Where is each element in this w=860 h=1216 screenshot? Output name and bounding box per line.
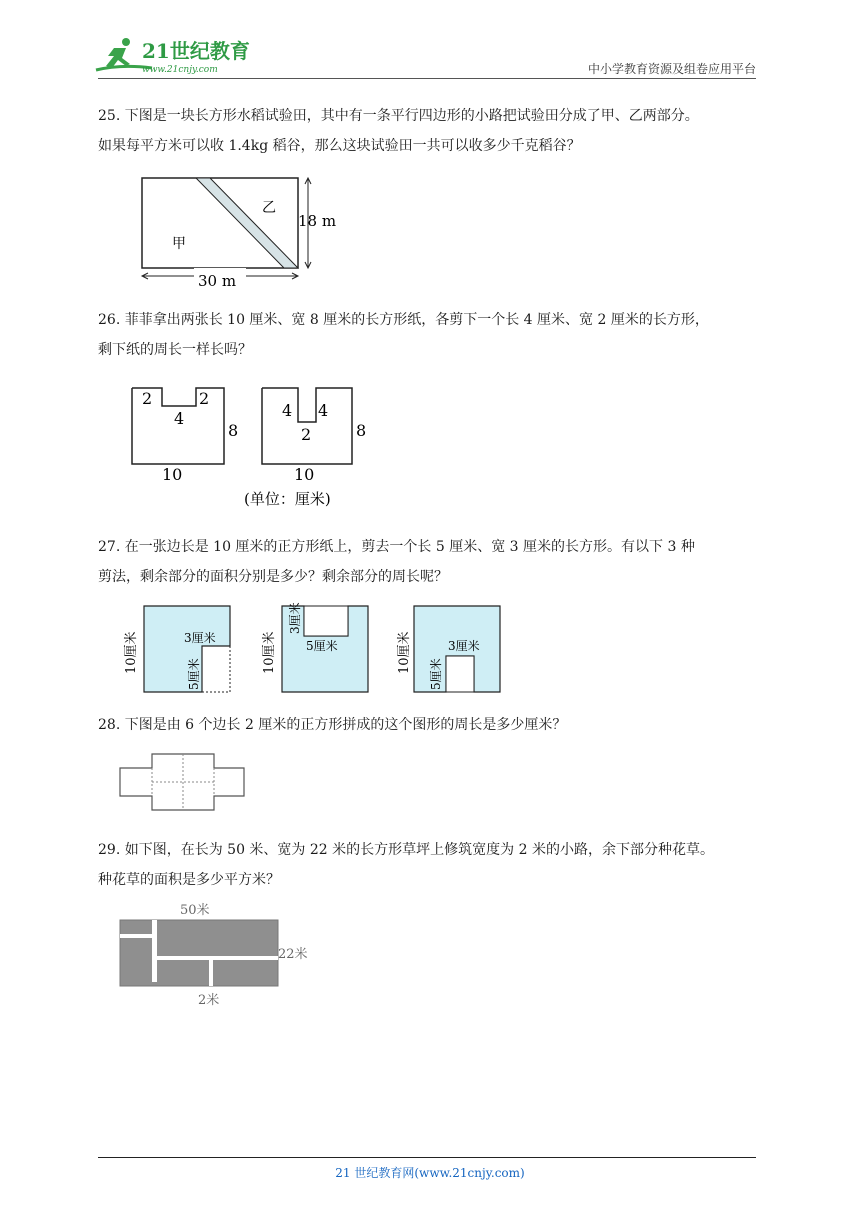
road-width-label: 2米 [198, 993, 220, 1008]
svg-text:8: 8 [356, 421, 367, 440]
parallelogram-path [196, 178, 298, 268]
figure-29-lawn [114, 898, 324, 1012]
figure-25-field [134, 170, 354, 292]
header-platform-text: 中小学教育资源及组卷应用平台 [587, 62, 756, 76]
cut-method-3 [396, 606, 500, 692]
site-logo [92, 34, 262, 78]
svg-text:2: 2 [142, 389, 153, 408]
svg-text:10: 10 [162, 465, 183, 484]
figure-26-papers [122, 378, 382, 514]
lawn-rect [120, 920, 278, 986]
width-label: 30 m [198, 272, 237, 290]
question-27-line2: 剪法，剩余部分的面积分别是多少？剩余部分的周长呢？ [98, 569, 448, 585]
svg-text:2: 2 [199, 389, 210, 408]
svg-text:4: 4 [282, 401, 293, 420]
question-25-line1: 25. 下图是一块长方形水稻试验田，其中有一条平行四边形的小路把试验田分成了甲、乙两部分。 [98, 108, 699, 124]
question-27 [98, 532, 766, 592]
svg-text:10厘米: 10厘米 [124, 631, 139, 674]
svg-text:5厘米: 5厘米 [429, 658, 443, 690]
lawn-width-label: 22米 [278, 947, 308, 962]
page-header [0, 0, 860, 80]
label-yi: 乙 [262, 200, 276, 216]
svg-text:3厘米: 3厘米 [448, 639, 480, 653]
svg-text:5厘米: 5厘米 [306, 639, 338, 653]
logo-url: www.21cnjy.com [142, 65, 218, 75]
svg-text:10: 10 [294, 465, 315, 484]
question-26-line1: 26. 菲菲拿出两张长 10 厘米、宽 8 厘米的长方形纸，各剪下一个长 4 厘米、宽 2 厘米的长方形， [98, 312, 709, 328]
svg-text:10厘米: 10厘米 [262, 631, 277, 674]
question-28-line1: 28. 下图是由 6 个边长 2 厘米的正方形拼成的这个图形的周长是多少厘米？ [98, 717, 567, 733]
label-jia: 甲 [172, 236, 186, 252]
question-25 [98, 101, 766, 161]
question-26-line2: 剩下纸的周长一样长吗？ [98, 342, 252, 358]
lawn-length-label: 50米 [180, 903, 210, 918]
svg-text:4: 4 [318, 401, 329, 420]
footer-divider [98, 1157, 756, 1158]
svg-text:5厘米: 5厘米 [187, 658, 201, 690]
height-label: 18 m [298, 212, 337, 230]
svg-text:2: 2 [301, 425, 312, 444]
cut-method-1 [123, 606, 230, 692]
svg-text:3厘米: 3厘米 [288, 602, 302, 634]
footer-link[interactable]: 21 世纪教育网(www.21cnjy.com) [335, 1166, 525, 1180]
question-29-line2: 种花草的面积是多少平方米？ [98, 872, 280, 888]
question-25-line2: 如果每平方米可以收 1.4kg 稻谷，那么这块试验田一共可以收多少千克稻谷？ [98, 138, 581, 154]
question-29-line1: 29. 如下图，在长为 50 米、宽为 22 米的长方形草坪上修筑宽度为 2 米的小路，余下部分种花草。 [98, 842, 714, 858]
figure-27-cuts [118, 600, 508, 698]
unit-label: (单位：厘米) [244, 490, 331, 508]
svg-text:10厘米: 10厘米 [397, 631, 412, 674]
svg-text:4: 4 [174, 409, 185, 428]
question-28 [98, 710, 766, 740]
logo-text: 21世纪教育 [142, 39, 250, 63]
question-27-line1: 27. 在一张边长是 10 厘米的正方形纸上，剪去一个长 5 厘米、宽 3 厘米的长方形。有以下 3 种 [98, 539, 695, 555]
question-29 [98, 835, 766, 895]
header-divider [98, 78, 756, 79]
cut-method-2 [261, 602, 368, 692]
figure-28-squares [116, 752, 250, 812]
question-26 [98, 305, 766, 365]
svg-text:8: 8 [228, 421, 239, 440]
svg-text:3厘米: 3厘米 [184, 631, 216, 645]
